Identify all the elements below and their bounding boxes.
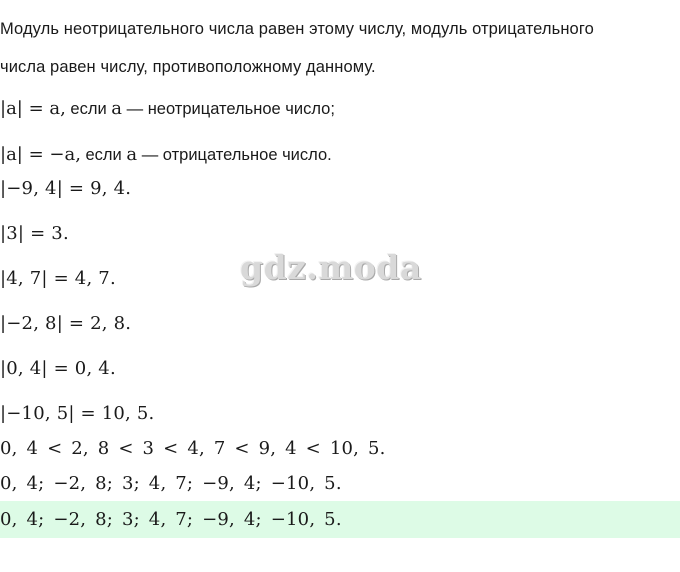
equation-2: |3| = 3. [0, 223, 69, 244]
ordered-list: 0, 4; −2, 8; 3; 4, 7; −9, 4; −10, 5. [0, 473, 342, 494]
answer-line: 0, 4; −2, 8; 3; 4, 7; −9, 4; −10, 5. [0, 509, 342, 530]
intro-line-2: числа равен числу, противоположному данному. [0, 58, 376, 76]
rule-nonnegative-text: — неотрицательное число; [122, 100, 335, 118]
rule-nonnegative-var: a [111, 98, 123, 119]
rule-nonnegative [0, 100, 335, 118]
equation-1: |−9, 4| = 9, 4. [0, 178, 132, 199]
rule-negative-if: если [80, 146, 127, 164]
equation-6: |−10, 5| = 10, 5. [0, 403, 155, 424]
rule-negative-formula: |a| = −a, [0, 144, 81, 165]
comparison-chain: 0, 4 < 2, 8 < 3 < 4, 7 < 9, 4 < 10, 5. [0, 438, 386, 459]
rule-negative-var: a [126, 144, 138, 165]
equation-4: |−2, 8| = 2, 8. [0, 313, 132, 334]
equation-3: |4, 7| = 4, 7. [0, 268, 116, 289]
rule-nonnegative-if: если [65, 100, 112, 118]
watermark-logo: gdz.moda [240, 248, 422, 287]
rule-negative [0, 146, 332, 164]
rule-negative-text: — отрицательное число. [137, 146, 332, 164]
intro-line-1: Модуль неотрицательного числа равен этому числу, модуль отрицательного [0, 20, 594, 38]
equation-5: |0, 4| = 0, 4. [0, 358, 116, 379]
rule-nonnegative-formula: |a| = a, [0, 98, 66, 119]
